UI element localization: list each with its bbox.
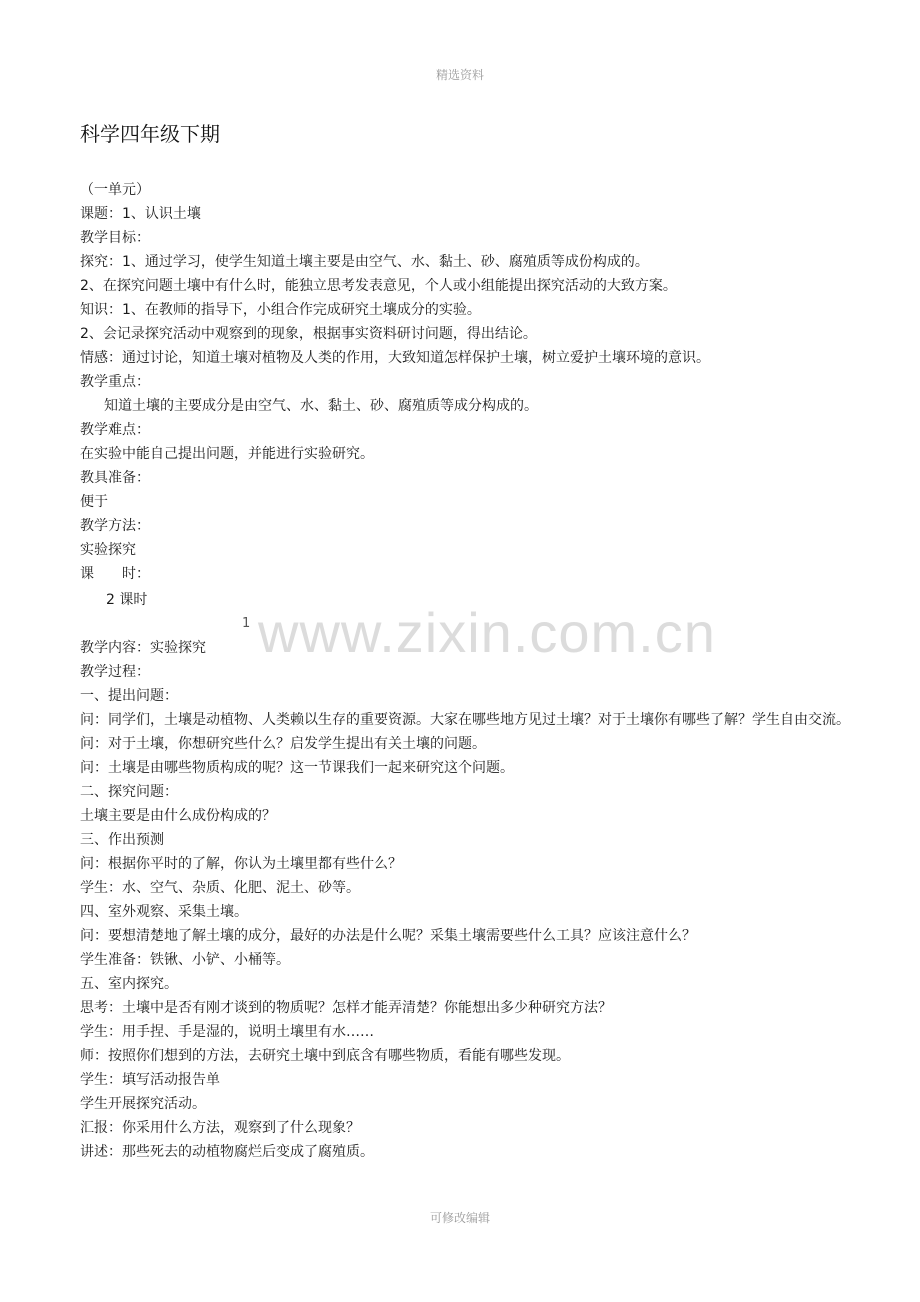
text-line: 教学过程： — [80, 664, 150, 680]
text-line: 学生：用手捏、手是湿的，说明土壤里有水…… — [80, 1024, 374, 1040]
text-line: 三、作出预测 — [80, 832, 164, 848]
footer-note: 可修改编辑 — [429, 1211, 490, 1225]
text-line: 师：按照你们想到的方法，去研究土壤中到底含有哪些物质，看能有哪些发现。 — [80, 1048, 570, 1064]
text-line: 情感：通过讨论，知道土壤对植物及人类的作用，大致知道怎样保护土壤，树立爱护土壤环境的意识。 — [80, 350, 710, 366]
text-line: 问：同学们，土壤是动植物、人类赖以生存的重要资源。大家在哪些地方见过土壤？对于土壤你有哪些了解？学生自由交流。 — [80, 712, 850, 728]
text-line: 2 课时 — [106, 592, 148, 608]
text-line: 课题：1、认识土壤 — [80, 206, 201, 222]
header-note: 精选资料 — [435, 68, 484, 82]
text-line: 学生：水、空气、杂质、化肥、泥土、砂等。 — [80, 880, 360, 896]
text-line: 教学难点： — [80, 422, 150, 438]
text-line: 问：土壤是由哪些物质构成的呢？这一节课我们一起来研究这个问题。 — [80, 760, 514, 776]
text-line: 课 时： — [80, 566, 150, 582]
text-line: 讲述：那些死去的动植物腐烂后变成了腐殖质。 — [80, 1144, 374, 1160]
text-line: （一单元） — [80, 182, 150, 198]
text-line: 问：根据你平时的了解，你认为土壤里都有些什么？ — [80, 856, 402, 872]
page-number: 1 — [242, 616, 251, 631]
text-line: 思考：土壤中是否有刚才谈到的物质呢？怎样才能弄清楚？你能想出多少种研究方法？ — [80, 1000, 612, 1016]
text-line: 知道土壤的主要成分是由空气、水、黏土、砂、腐殖质等成分构成的。 — [104, 398, 538, 414]
text-line: 学生：填写活动报告单 — [80, 1072, 220, 1088]
text-line: 教具准备： — [80, 470, 150, 486]
watermark: www.zixin.com.cn — [258, 601, 716, 664]
text-line: 问：对于土壤，你想研究些什么？启发学生提出有关土壤的问题。 — [80, 736, 486, 752]
text-line: 教学方法： — [80, 518, 150, 534]
text-line: 在实验中能自己提出问题，并能进行实验研究。 — [80, 446, 374, 462]
text-line: 问：要想清楚地了解土壤的成分，最好的办法是什么呢？采集土壤需要些什么工具？应该注意什么？ — [80, 928, 696, 944]
document-title: 科学四年级下期 — [80, 122, 220, 146]
text-line: 四、室外观察、采集土壤。 — [80, 904, 248, 920]
text-line: 一、提出问题： — [80, 688, 178, 704]
text-line: 便于 — [80, 494, 108, 510]
text-line: 教学重点： — [80, 374, 150, 390]
text-line: 教学目标： — [80, 230, 150, 246]
text-line: 实验探究 — [80, 542, 136, 558]
text-line: 2、在探究问题土壤中有什么时，能独立思考发表意见，个人或小组能提出探究活动的大致方案。 — [80, 278, 677, 294]
text-line: 汇报：你采用什么方法，观察到了什么现象？ — [80, 1120, 360, 1136]
text-line: 土壤主要是由什么成份构成的？ — [80, 808, 276, 824]
text-line: 探究：1、通过学习，使学生知道土壤主要是由空气、水、黏土、砂、腐殖质等成份构成的。 — [80, 254, 649, 270]
text-line: 知识：1、在教师的指导下，小组合作完成研究土壤成分的实验。 — [80, 302, 481, 318]
text-line: 二、探究问题： — [80, 784, 178, 800]
text-line: 2、会记录探究活动中观察到的现象，根据事实资料研讨问题，得出结论。 — [80, 326, 537, 342]
blank-line — [80, 612, 895, 636]
text-line: 学生开展探究活动。 — [80, 1096, 206, 1112]
text-line: 学生准备：铁锹、小铲、小桶等。 — [80, 952, 290, 968]
text-line: 教学内容：实验探究 — [80, 640, 206, 656]
text-line: 五、室内探究。 — [80, 976, 178, 992]
document-body — [80, 178, 895, 1164]
